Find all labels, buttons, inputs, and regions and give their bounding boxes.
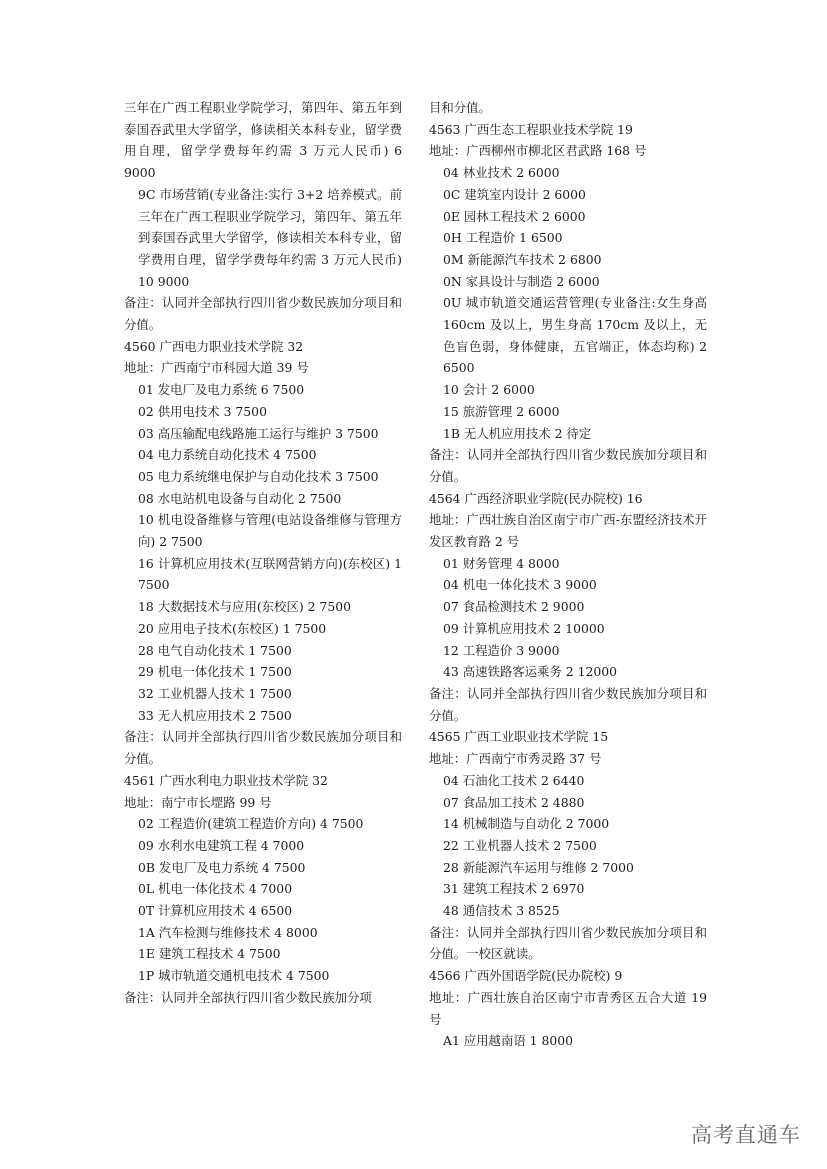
school-header: 4563 广西生态工程职业技术学院 19 xyxy=(429,121,633,137)
program-item: 0B 发电厂及电力系统 4 7500 xyxy=(138,859,306,875)
program-item: A1 应用越南语 1 8000 xyxy=(443,1033,574,1049)
program-item: 0L 机电一体化技术 4 7000 xyxy=(138,881,293,897)
program-item: 1E 建筑工程技术 4 7500 xyxy=(138,946,281,962)
text-paragraph: 三年在广西工程职业学院学习，第四年、第五年到泰国吞武里大学留学，修读相关本科专业，留学费用自理，留学学费每年约需 3 万元人民币) 6 9000 xyxy=(124,100,402,181)
program-item: 33 无人机应用技术 2 7500 xyxy=(138,707,292,723)
school-address: 地址：广西壮族自治区南宁市青秀区五合大道 19 号 xyxy=(429,989,707,1027)
school-address: 地址：广西壮族自治区南宁市广西-东盟经济技术开发区教育路 2 号 xyxy=(429,512,707,550)
program-item: 12 工程造价 3 9000 xyxy=(443,642,560,658)
document-page xyxy=(124,97,714,1057)
remark-note: 备注：认同并全部执行四川省少数民族加分项 xyxy=(124,989,372,1005)
program-item: 31 建筑工程技术 2 6970 xyxy=(443,881,585,897)
remark-note: 备注：认同并全部执行四川省少数民族加分项目和分值。 xyxy=(429,447,707,484)
program-item: 43 高速铁路客运乘务 2 12000 xyxy=(443,664,618,680)
program-item: 04 电力系统自动化技术 4 7500 xyxy=(138,447,317,463)
program-item: 18 大数据技术与应用(东校区) 2 7500 xyxy=(138,599,351,615)
watermark-text: 高考直通车 xyxy=(691,1123,801,1147)
program-item: 04 石油化工技术 2 6440 xyxy=(443,772,585,788)
program-item: 02 工程造价(建筑工程造价方向) 4 7500 xyxy=(138,816,364,832)
program-item: 0U 城市轨道交通运营管理(专业备注:女生身高 160cm 及以上，男生身高 170cm 及以上，无色盲色弱，身体健康，五官端正，体态均称) 2 6500 xyxy=(443,295,707,376)
remark-note: 备注：认同并全部执行四川省少数民族加分项目和分值。 xyxy=(124,295,402,333)
program-item: 28 新能源汽车运用与维修 2 7000 xyxy=(443,859,634,875)
program-item: 32 工业机器人技术 1 7500 xyxy=(138,685,292,701)
program-item: 29 机电一体化技术 1 7500 xyxy=(138,664,292,680)
program-item: 02 供用电技术 3 7500 xyxy=(138,403,267,419)
remark-note: 备注：认同并全部执行四川省少数民族加分项目和分值。 xyxy=(124,729,402,767)
school-header: 4565 广西工业职业技术学院 15 xyxy=(429,729,609,745)
program-item: 1B 无人机应用技术 2 待定 xyxy=(443,425,592,441)
program-item: 0E 园林工程技术 2 6000 xyxy=(443,208,586,224)
program-item: 20 应用电子技术(东校区) 1 7500 xyxy=(138,620,327,636)
program-item: 0H 工程造价 1 6500 xyxy=(443,230,563,246)
program-item: 14 机械制造与自动化 2 7000 xyxy=(443,816,610,832)
program-item: 03 高压输配电线路施工运行与维护 3 7500 xyxy=(138,425,379,441)
program-item: 01 财务管理 4 8000 xyxy=(443,555,560,571)
program-item: 04 机电一体化技术 3 9000 xyxy=(443,577,597,593)
remark-note: 备注：认同并全部执行四川省少数民族加分项目和分值。 xyxy=(429,685,707,723)
program-item: 10 会计 2 6000 xyxy=(443,382,535,398)
program-item: 08 水电站机电设备与自动化 2 7500 xyxy=(138,490,342,506)
school-address: 地址：南宁市长堽路 99 号 xyxy=(124,794,272,810)
remark-note: 目和分值。 xyxy=(429,100,491,115)
school-header: 4560 广西电力职业技术学院 32 xyxy=(124,338,304,354)
program-item: 28 电气自动化技术 1 7500 xyxy=(138,642,292,658)
program-item: 09 水利水电建筑工程 4 7000 xyxy=(138,837,305,853)
program-item: 1P 城市轨道交通机电技术 4 7500 xyxy=(138,968,330,984)
right-column xyxy=(429,97,707,1052)
school-address: 地址：广西柳州市柳北区君武路 168 号 xyxy=(429,143,647,159)
program-item: 10 机电设备维修与管理(电站设备维修与管理方向) 2 7500 xyxy=(138,512,402,550)
program-item: 07 食品检测技术 2 9000 xyxy=(443,599,585,615)
program-item: 0C 建筑室内设计 2 6000 xyxy=(443,186,586,202)
school-header: 4566 广西外国语学院(民办院校) 9 xyxy=(429,968,623,984)
school-address: 地址：广西南宁市秀灵路 37 号 xyxy=(429,751,602,767)
school-header: 4561 广西水利电力职业技术学院 32 xyxy=(124,772,328,788)
program-item: 07 食品加工技术 2 4880 xyxy=(443,794,585,810)
program-item: 9C 市场营销(专业备注:实行 3+2 培养模式。前三年在广西工程职业学院学习，第四年、第五年到泰国吞武里大学留学，修读相关本科专业，留学费用自理，留学学费每年约需 3 万元人民币) 10 9000 xyxy=(138,186,402,289)
program-item: 0N 家具设计与制造 2 6000 xyxy=(443,273,600,289)
remark-note: 备注：认同并全部执行四川省少数民族加分项目和分值。一校区就读。 xyxy=(429,924,707,962)
program-item: 01 发电厂及电力系统 6 7500 xyxy=(138,382,305,398)
school-header: 4564 广西经济职业学院(民办院校) 16 xyxy=(429,490,643,506)
program-item: 0T 计算机应用技术 4 6500 xyxy=(138,903,293,919)
program-item: 22 工业机器人技术 2 7500 xyxy=(443,837,597,853)
school-address: 地址：广西南宁市科园大道 39 号 xyxy=(124,360,309,376)
program-item: 1A 汽车检测与维修技术 4 8000 xyxy=(138,924,318,940)
program-item: 04 林业技术 2 6000 xyxy=(443,165,560,181)
program-item: 05 电力系统继电保护与自动化技术 3 7500 xyxy=(138,468,379,484)
program-item: 15 旅游管理 2 6000 xyxy=(443,403,560,419)
program-item: 48 通信技术 3 8525 xyxy=(443,903,560,919)
left-column xyxy=(124,97,402,1009)
program-item: 0M 新能源汽车技术 2 6800 xyxy=(443,251,602,267)
program-item: 16 计算机应用技术(互联网营销方向)(东校区) 1 7500 xyxy=(138,555,402,593)
program-item: 09 计算机应用技术 2 10000 xyxy=(443,620,605,636)
